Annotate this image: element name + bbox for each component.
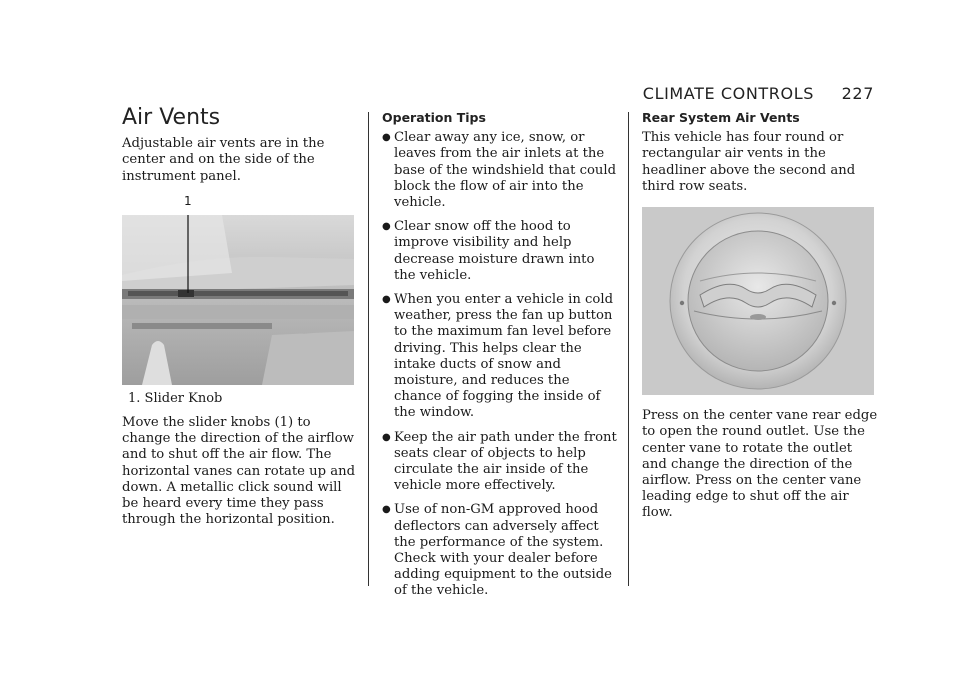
list-item: ● When you enter a vehicle in cold weather, press the fan up button to the maximum fan level before driving. This helps clear the intake ducts of snow and moisture, and reduces the chance of fogging the inside of the window. [382, 292, 614, 421]
section-title: CLIMATE CONTROLS [642, 84, 814, 103]
column-right [642, 110, 878, 530]
dashboard-figure [122, 193, 354, 385]
bullet-icon: ● [382, 294, 391, 306]
figure-callout-number: 1 [184, 193, 192, 208]
round-air-vent-illustration [642, 207, 874, 395]
list-item: ● Clear snow off the hood to improve visibility and help decrease moisture drawn into the vehicle. [382, 219, 595, 283]
bullet-icon: ● [382, 221, 391, 233]
figure-caption: 1. Slider Knob [128, 390, 223, 406]
intro-paragraph: This vehicle has four round or rectangular air vents in the headliner above the second and third row seats. [642, 130, 856, 194]
column-divider [368, 112, 369, 586]
section-heading: Rear System Air Vents [642, 110, 800, 125]
list-item: ● Use of non-GM approved hood deflectors can adversely affect the performance of the system. Check with your dealer before adding equipment to the outside of the vehicle. [382, 502, 612, 599]
page-title: Air Vents [122, 105, 221, 130]
bullet-icon: ● [382, 132, 391, 144]
list-item: ● Keep the air path under the front seats clear of objects to help circulate the air inside of the vehicle more effectively. [382, 429, 617, 494]
column-middle [382, 110, 618, 608]
section-heading: Operation Tips [382, 110, 486, 125]
intro-paragraph: Adjustable air vents are in the center and on the side of the instrument panel. [122, 136, 325, 184]
list-item: ● Clear away any ice, snow, or leaves from the air inlets at the base of the windshield that could block the flow of air into the vehicle. [382, 130, 617, 211]
page-number: 227 [841, 84, 874, 103]
tips-list [382, 130, 618, 599]
body-paragraph: Press on the center vane rear edge to open the round outlet. Use the center vane to rotate the outlet and change the direction of the airflow. Press on the center vane leading edge to shut off the air flow. [642, 408, 878, 521]
bullet-icon: ● [382, 504, 391, 516]
dashboard-illustration [122, 215, 354, 385]
body-paragraph: Move the slider knobs (1) to change the direction of the airflow and to shut off the air flow. The horizontal vanes can rotate up and down. A metallic click sound will be heard every time they pass through the horizontal position. [122, 415, 356, 528]
column-left [122, 105, 358, 536]
page-header [643, 84, 874, 103]
bullet-icon: ● [382, 431, 391, 443]
column-divider [628, 112, 629, 586]
